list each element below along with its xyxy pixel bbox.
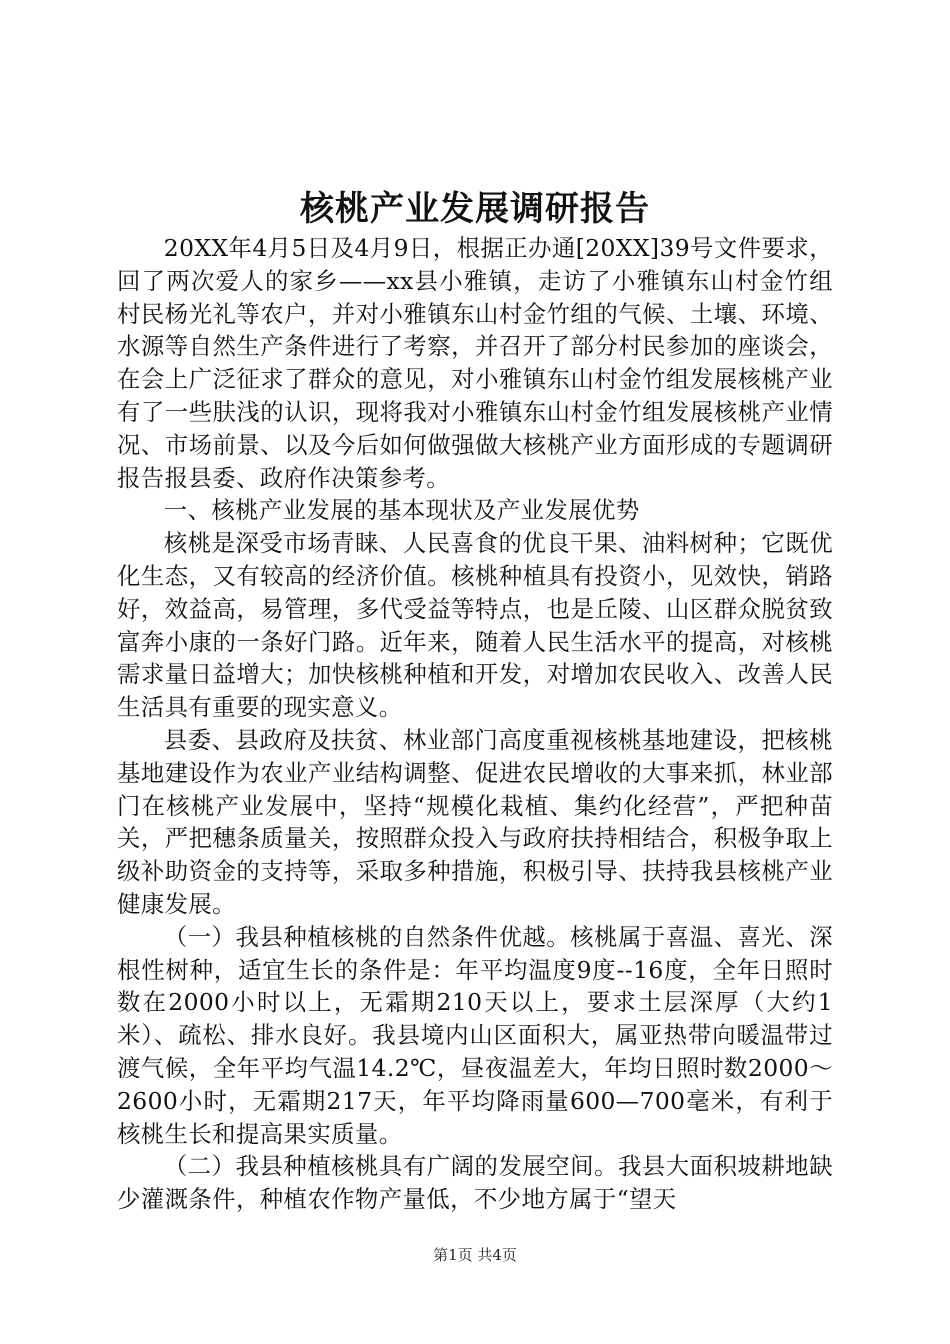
paragraph-development-space: （二）我县种植核桃具有广阔的发展空间。我县大面积坡耕地缺少灌溉条件，种植农作物产量低，不少地方属于“望天	[117, 1152, 833, 1214]
paragraph-natural-conditions: （一）我县种植核桃的自然条件优越。核桃属于喜温、喜光、深根性树种，适宜生长的条件是：年平均温度9度--16度，全年日照时数在2000小时以上，无霜期210天以上，要求土层深厚（大约1米）、疏松、排水良好。我县境内山区面积大，属亚热带向暖温带过渡气候，全年平均气温14.2℃，昼夜温差大，年均日照时数2000～2600小时，无霜期217天，年平均降雨量600—700毫米，有利于核桃生长和提高果实质量。	[117, 922, 833, 1148]
section-heading-1: 一、核桃产业发展的基本现状及产业发展优势	[163, 496, 640, 525]
paragraph-intro: 20XX年4月5日及4月9日，根据正办通[20XX]39号文件要求，回了两次爱人的家乡——xx县小雅镇，走访了小雅镇东山村金竹组村民杨光礼等农户，并对小雅镇东山村金竹组的气候、土壤、环境、水源等自然生产条件进行了考察，并召开了部分村民参加的座谈会，在会上广泛征求了群众的意见，对小雅镇东山村金竹组发展核桃产业有了一些肤浅的认识，现将我对小雅镇东山村金竹组发展核桃产业情况、市场前景、以及今后如何做强做大核桃产业方面形成的专题调研报告报县委、政府作决策参考。	[117, 234, 833, 492]
paragraph-walnut-value: 核桃是深受市场青睐、人民喜食的优良干果、油料树种；它既优化生态，又有较高的经济价值。核桃种植具有投资小，见效快，销路好，效益高，易管理，多代受益等特点，也是丘陵、山区群众脱贫致富奔小康的一条好门路。近年来，随着人民生活水平的提高，对核桃需求量日益增大；加快核桃种植和开发，对增加农民收入、改善人民生活具有重要的现实意义。	[117, 529, 833, 722]
document-body	[117, 232, 833, 1216]
document-title: 核桃产业发展调研报告	[300, 189, 650, 229]
paragraph-county-support: 县委、县政府及扶贫、林业部门高度重视核桃基地建设，把核桃基地建设作为农业产业结构调整、促进农民增收的大事来抓，林业部门在核桃产业发展中，坚持“规模化栽植、集约化经营”，严把种苗关，严把穗条质量关，按照群众投入与政府扶持相结合，积极争取上级补助资金的支持等，采取多种措施，积极引导、扶持我县核桃产业健康发展。	[117, 725, 833, 918]
page-footer: 第1页 共4页	[433, 1246, 517, 1264]
